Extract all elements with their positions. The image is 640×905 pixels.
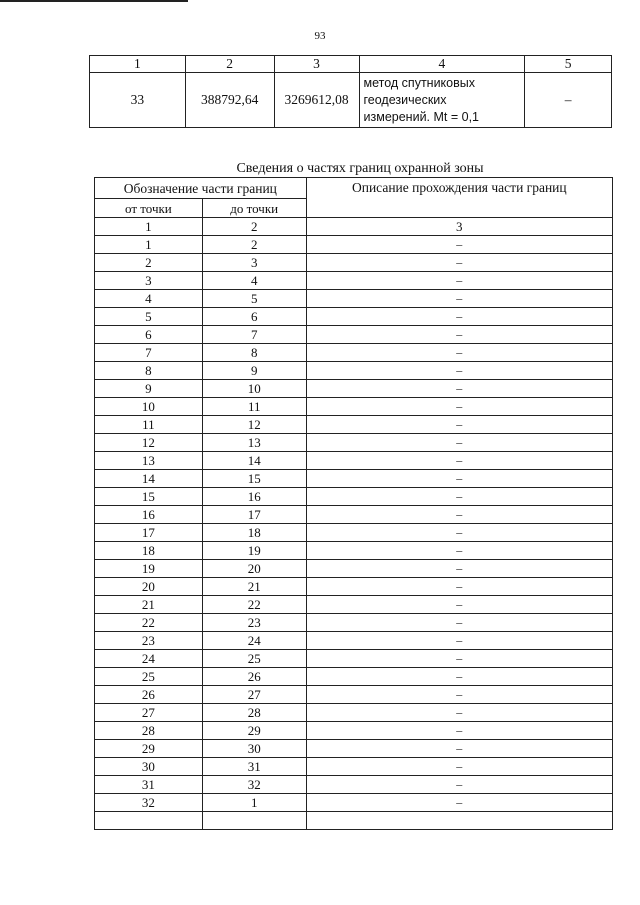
to-point-cell: 31 — [202, 758, 306, 776]
description-cell: – — [306, 470, 612, 488]
table-row — [95, 560, 613, 578]
table-row — [95, 326, 613, 344]
description-cell: – — [306, 740, 612, 758]
from-point-cell: 2 — [95, 254, 203, 272]
table-row — [95, 362, 613, 380]
description-cell: – — [306, 434, 612, 452]
from-point-cell: 5 — [95, 308, 203, 326]
from-point-cell: 29 — [95, 740, 203, 758]
description-cell: – — [306, 704, 612, 722]
description-cell: – — [306, 542, 612, 560]
from-point-cell: 7 — [95, 344, 203, 362]
coordinates-table — [89, 55, 612, 128]
description-cell: – — [306, 614, 612, 632]
column-number: 1 — [95, 218, 203, 236]
description-cell: – — [306, 488, 612, 506]
table-row — [95, 578, 613, 596]
from-point-cell: 21 — [95, 596, 203, 614]
to-point-cell: 27 — [202, 686, 306, 704]
from-point-cell: 10 — [95, 398, 203, 416]
from-point-cell: 1 — [95, 236, 203, 254]
to-point-cell: 28 — [202, 704, 306, 722]
column-number: 5 — [525, 56, 612, 73]
to-point-cell: 30 — [202, 740, 306, 758]
table-row — [95, 632, 613, 650]
table-row — [95, 758, 613, 776]
description-cell: – — [306, 326, 612, 344]
to-point-cell — [202, 812, 306, 830]
description-cell: – — [306, 452, 612, 470]
to-point-cell: 32 — [202, 776, 306, 794]
description-cell: – — [306, 290, 612, 308]
table-row — [95, 686, 613, 704]
table-row — [95, 290, 613, 308]
from-point-cell: 11 — [95, 416, 203, 434]
table-row — [95, 416, 613, 434]
description-cell: – — [306, 344, 612, 362]
column-number: 3 — [274, 56, 359, 73]
from-point-cell: 26 — [95, 686, 203, 704]
column-number: 4 — [359, 56, 525, 73]
to-point-cell: 4 — [202, 272, 306, 290]
table-row — [95, 506, 613, 524]
column-number: 1 — [90, 56, 186, 73]
description-cell: – — [306, 272, 612, 290]
description-cell: – — [306, 416, 612, 434]
table-row — [95, 380, 613, 398]
table-row — [95, 704, 613, 722]
to-point-cell: 18 — [202, 524, 306, 542]
table-row — [95, 542, 613, 560]
to-point-cell: 25 — [202, 650, 306, 668]
to-point-cell: 23 — [202, 614, 306, 632]
description-cell: – — [306, 254, 612, 272]
header-boundary-part: Обозначение части границ — [95, 178, 307, 199]
numbering-row — [95, 218, 613, 236]
from-point-cell: 22 — [95, 614, 203, 632]
description-cell: – — [306, 236, 612, 254]
to-point-cell: 7 — [202, 326, 306, 344]
from-point-cell: 4 — [95, 290, 203, 308]
column-number: 2 — [185, 56, 274, 73]
description-cell: – — [306, 776, 612, 794]
to-point-cell: 26 — [202, 668, 306, 686]
table-row — [95, 740, 613, 758]
from-point-cell: 32 — [95, 794, 203, 812]
table-row — [95, 254, 613, 272]
to-point-cell: 10 — [202, 380, 306, 398]
description-cell: – — [306, 722, 612, 740]
table-row — [95, 308, 613, 326]
header-to-point: до точки — [202, 199, 306, 218]
to-point-cell: 9 — [202, 362, 306, 380]
column-number: 2 — [202, 218, 306, 236]
boundary-parts-table — [94, 177, 613, 830]
page-number: 93 — [314, 30, 326, 42]
from-point-cell: 23 — [95, 632, 203, 650]
method-line: геодезических — [363, 92, 447, 107]
from-point-cell: 19 — [95, 560, 203, 578]
from-point-cell: 12 — [95, 434, 203, 452]
to-point-cell: 14 — [202, 452, 306, 470]
table-row — [95, 596, 613, 614]
to-point-cell: 24 — [202, 632, 306, 650]
to-point-cell: 20 — [202, 560, 306, 578]
from-point-cell: 30 — [95, 758, 203, 776]
column-number: 3 — [306, 218, 612, 236]
y-coordinate-cell: 3269612,08 — [274, 73, 359, 128]
to-point-cell: 22 — [202, 596, 306, 614]
description-cell: – — [306, 794, 612, 812]
top-rule — [0, 0, 188, 2]
from-point-cell: 17 — [95, 524, 203, 542]
table-row — [95, 452, 613, 470]
description-cell: – — [306, 524, 612, 542]
from-point-cell: 8 — [95, 362, 203, 380]
table-row — [95, 398, 613, 416]
description-cell: – — [306, 506, 612, 524]
note-cell: – — [525, 73, 612, 128]
from-point-cell — [95, 812, 203, 830]
table-row — [95, 722, 613, 740]
method-line: метод спутниковых — [363, 75, 475, 90]
description-cell: – — [306, 686, 612, 704]
to-point-cell: 13 — [202, 434, 306, 452]
from-point-cell: 9 — [95, 380, 203, 398]
header-from-point: от точки — [95, 199, 203, 218]
from-point-cell: 14 — [95, 470, 203, 488]
description-cell: – — [306, 560, 612, 578]
description-cell: – — [306, 380, 612, 398]
to-point-cell: 15 — [202, 470, 306, 488]
from-point-cell: 24 — [95, 650, 203, 668]
description-cell: – — [306, 596, 612, 614]
to-point-cell: 11 — [202, 398, 306, 416]
table-row — [95, 470, 613, 488]
description-cell: – — [306, 650, 612, 668]
description-cell: – — [306, 632, 612, 650]
description-cell: – — [306, 578, 612, 596]
description-cell: – — [306, 308, 612, 326]
to-point-cell: 12 — [202, 416, 306, 434]
description-cell: – — [306, 398, 612, 416]
from-point-cell: 20 — [95, 578, 203, 596]
method-line: измерений. Mt = 0,1 — [363, 109, 480, 124]
from-point-cell: 31 — [95, 776, 203, 794]
table-row — [90, 73, 612, 128]
to-point-cell: 5 — [202, 290, 306, 308]
coordinates-table-header — [90, 56, 612, 73]
description-cell: – — [306, 362, 612, 380]
table-row — [95, 794, 613, 812]
table-row — [95, 650, 613, 668]
table-row — [95, 344, 613, 362]
header-description: Описание прохождения части границ — [306, 178, 612, 218]
point-number-cell: 33 — [90, 73, 186, 128]
from-point-cell: 6 — [95, 326, 203, 344]
description-cell — [306, 812, 612, 830]
table-row — [95, 668, 613, 686]
table-row — [95, 236, 613, 254]
to-point-cell: 2 — [202, 236, 306, 254]
to-point-cell: 29 — [202, 722, 306, 740]
to-point-cell: 6 — [202, 308, 306, 326]
table-row — [95, 524, 613, 542]
to-point-cell: 21 — [202, 578, 306, 596]
table-row — [95, 776, 613, 794]
table-row — [95, 434, 613, 452]
to-point-cell: 19 — [202, 542, 306, 560]
to-point-cell: 17 — [202, 506, 306, 524]
to-point-cell: 16 — [202, 488, 306, 506]
table-row — [95, 812, 613, 830]
table-caption: Сведения о частях границ охранной зоны — [236, 161, 484, 176]
from-point-cell: 16 — [95, 506, 203, 524]
boundary-table-header — [95, 178, 613, 199]
from-point-cell: 25 — [95, 668, 203, 686]
from-point-cell: 28 — [95, 722, 203, 740]
from-point-cell: 13 — [95, 452, 203, 470]
description-cell: – — [306, 758, 612, 776]
from-point-cell: 3 — [95, 272, 203, 290]
to-point-cell: 8 — [202, 344, 306, 362]
from-point-cell: 18 — [95, 542, 203, 560]
to-point-cell: 1 — [202, 794, 306, 812]
from-point-cell: 15 — [95, 488, 203, 506]
table-row — [95, 488, 613, 506]
table-row — [95, 614, 613, 632]
from-point-cell: 27 — [95, 704, 203, 722]
table-row — [95, 272, 613, 290]
x-coordinate-cell: 388792,64 — [185, 73, 274, 128]
description-cell: – — [306, 668, 612, 686]
method-cell — [359, 73, 525, 128]
to-point-cell: 3 — [202, 254, 306, 272]
